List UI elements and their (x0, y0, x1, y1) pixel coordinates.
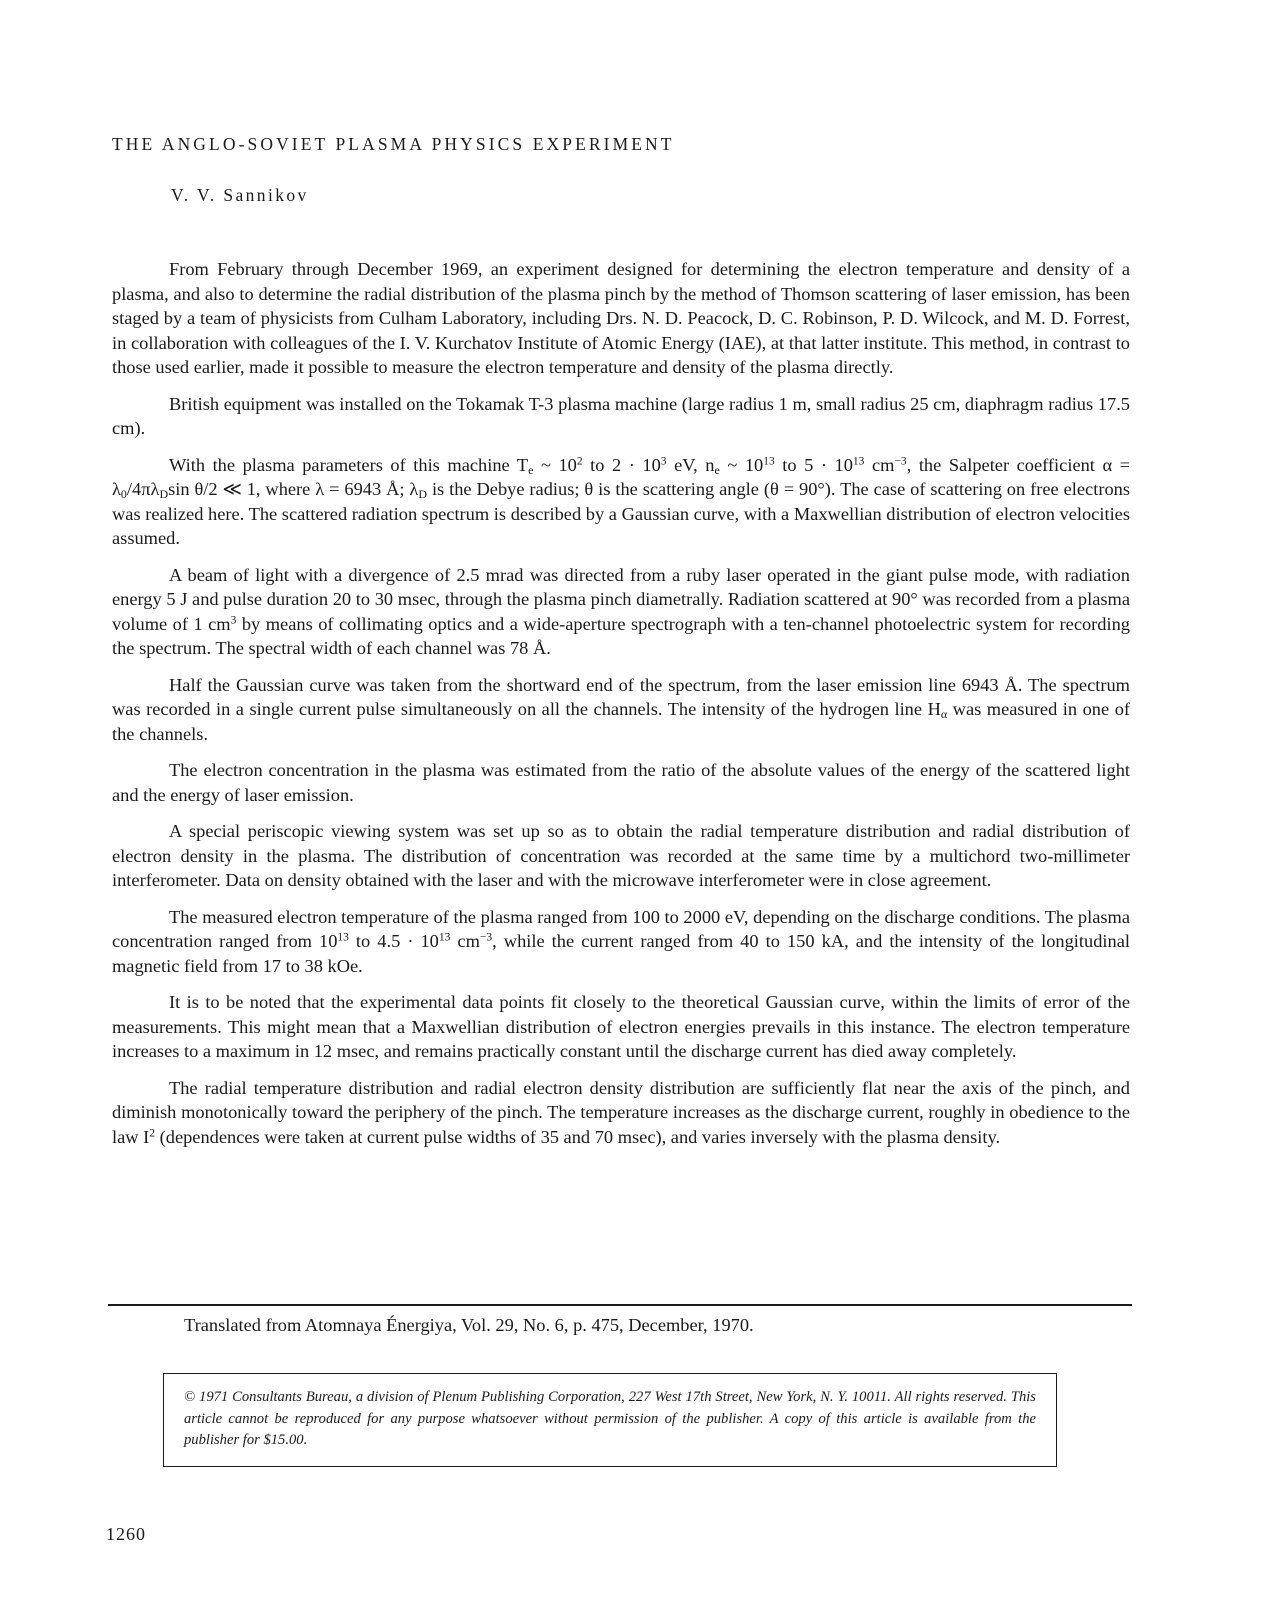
article-title: THE ANGLO-SOVIET PLASMA PHYSICS EXPERIMENT (112, 134, 675, 154)
paragraph-10: The radial temperature distribution and radial electron density distribution are sufficiently flat near the axis of the pinch, and diminish monotonically toward the periphery of the pinch. The temperature increases as the discharge current, roughly in obedience to the law $I^2$ (dependences were taken at current pulse widths of 35 and 70 msec), and varies inversely with the plasma density. (112, 1077, 1130, 1147)
paragraph-1: From February through December 1969, an experiment designed for determining the electron temperature and density of a plasma, and also to determine the radial distribution of the plasma pinch by the method of Thomson scattering of laser emission, has been staged by a team of physicists from Culham Laboratory, including Drs. N. D. Peacock, D. C. Robinson, P. D. Wilcock, and M. D. Forrest, in collaboration with colleagues of the I. V. Kurchatov Institute of Atomic Energy (IAE), at that latter institute. This method, in contrast to those used earlier, made it possible to measure the electron temperature and density of the plasma directly. (112, 259, 1130, 377)
paragraph-8: The measured electron temperature of the plasma ranged from 100 to 2000 eV, depending on the discharge conditions. The plasma concentration ranged from $10^{13}$ to $4.5 \cdot 10^{13}$ $cm^{-3}$, while the current ranged from 40 to 150 kA, and the intensity of the longitudinal magnetic field from 17 to 38 kOe. (112, 906, 1130, 976)
footnote-rule (108, 1304, 1132, 1306)
copyright-text: © 1971 Consultants Bureau, a division of Plenum Publishing Corporation, 227 West 17th Street, New York, N. Y. 10011. All rights reserved. This article cannot be reproduced for any purpose whatsoever without permission of the publisher. A copy of this article is available from the publisher for $15.00. (184, 1389, 1036, 1448)
paragraph-2: British equipment was installed on the Tokamak T-3 plasma machine (large radius 1 m, small radius 25 cm, diaphragm radius 17.5 cm). (112, 393, 1130, 438)
paragraph-5: Half the Gaussian curve was taken from the shortward end of the spectrum, from the laser emission line 6943 Å. The spectrum was recorded in a single current pulse simultaneously on all the channels. The intensity of the hydrogen line $H_\alpha$ was measured in one of the channels. (112, 674, 1131, 744)
paragraph-6: The electron concentration in the plasma was estimated from the ratio of the absolute values of the energy of the scattered light and the energy of laser emission. (112, 760, 1130, 805)
translation-source-note: Translated from Atomnaya Énergiya, Vol. 29, No. 6, p. 475, December, 1970. (184, 1315, 754, 1335)
paragraph-3: With the plasma parameters of this machine $T_e$ ~ $10^2$ to $2 \cdot 10^3$ eV, $n_e$ ~ $10^{13}$ to $5 \cdot 10^{13}$ $cm^{-3}$, the Salpeter coefficient $\alpha = \lambda_0/4\pi\lambda_D\sin$ θ/2 ≪ 1, where λ = 6943 Å; $\lambda_D$ is the Debye radius; θ is the scattering angle (θ = 90°). The case of scattering on free electrons was realized here. The scattered radiation spectrum is described by a Gaussian curve, with a Maxwellian distribution of electron velocities assumed. (112, 454, 1130, 548)
article-author: V. V. Sannikov (171, 185, 309, 205)
article-body (112, 257, 1130, 1149)
paragraph-7: A special periscopic viewing system was set up so as to obtain the radial temperature distribution and radial distribution of electron density in the plasma. The distribution of concentration was recorded at the same time by a multichord two-millimeter interferometer. Data on density obtained with the laser and with the microwave interferometer were in close agreement. (112, 821, 1130, 890)
paragraph-9: It is to be noted that the experimental data points fit closely to the theoretical Gaussian curve, within the limits of error of the measurements. This might mean that a Maxwellian distribution of electron energies prevails in this instance. The electron temperature increases to a maximum in 12 msec, and remains practically constant until the discharge current has died away completely. (112, 992, 1130, 1061)
copyright-notice-box (163, 1373, 1057, 1467)
paragraph-4: A beam of light with a divergence of 2.5 mrad was directed from a ruby laser operated in the giant pulse mode, with radiation energy 5 J and pulse duration 20 to 30 msec, through the plasma pinch diametrally. Radiation scattered at 90° was recorded from a plasma volume of 1 $cm^3$ by means of collimating optics and a wide-aperture spectrograph with a ten-channel photoelectric system for recording the spectrum. The spectral width of each channel was 78 Å. (112, 564, 1130, 658)
page-number: 1260 (106, 1524, 146, 1544)
